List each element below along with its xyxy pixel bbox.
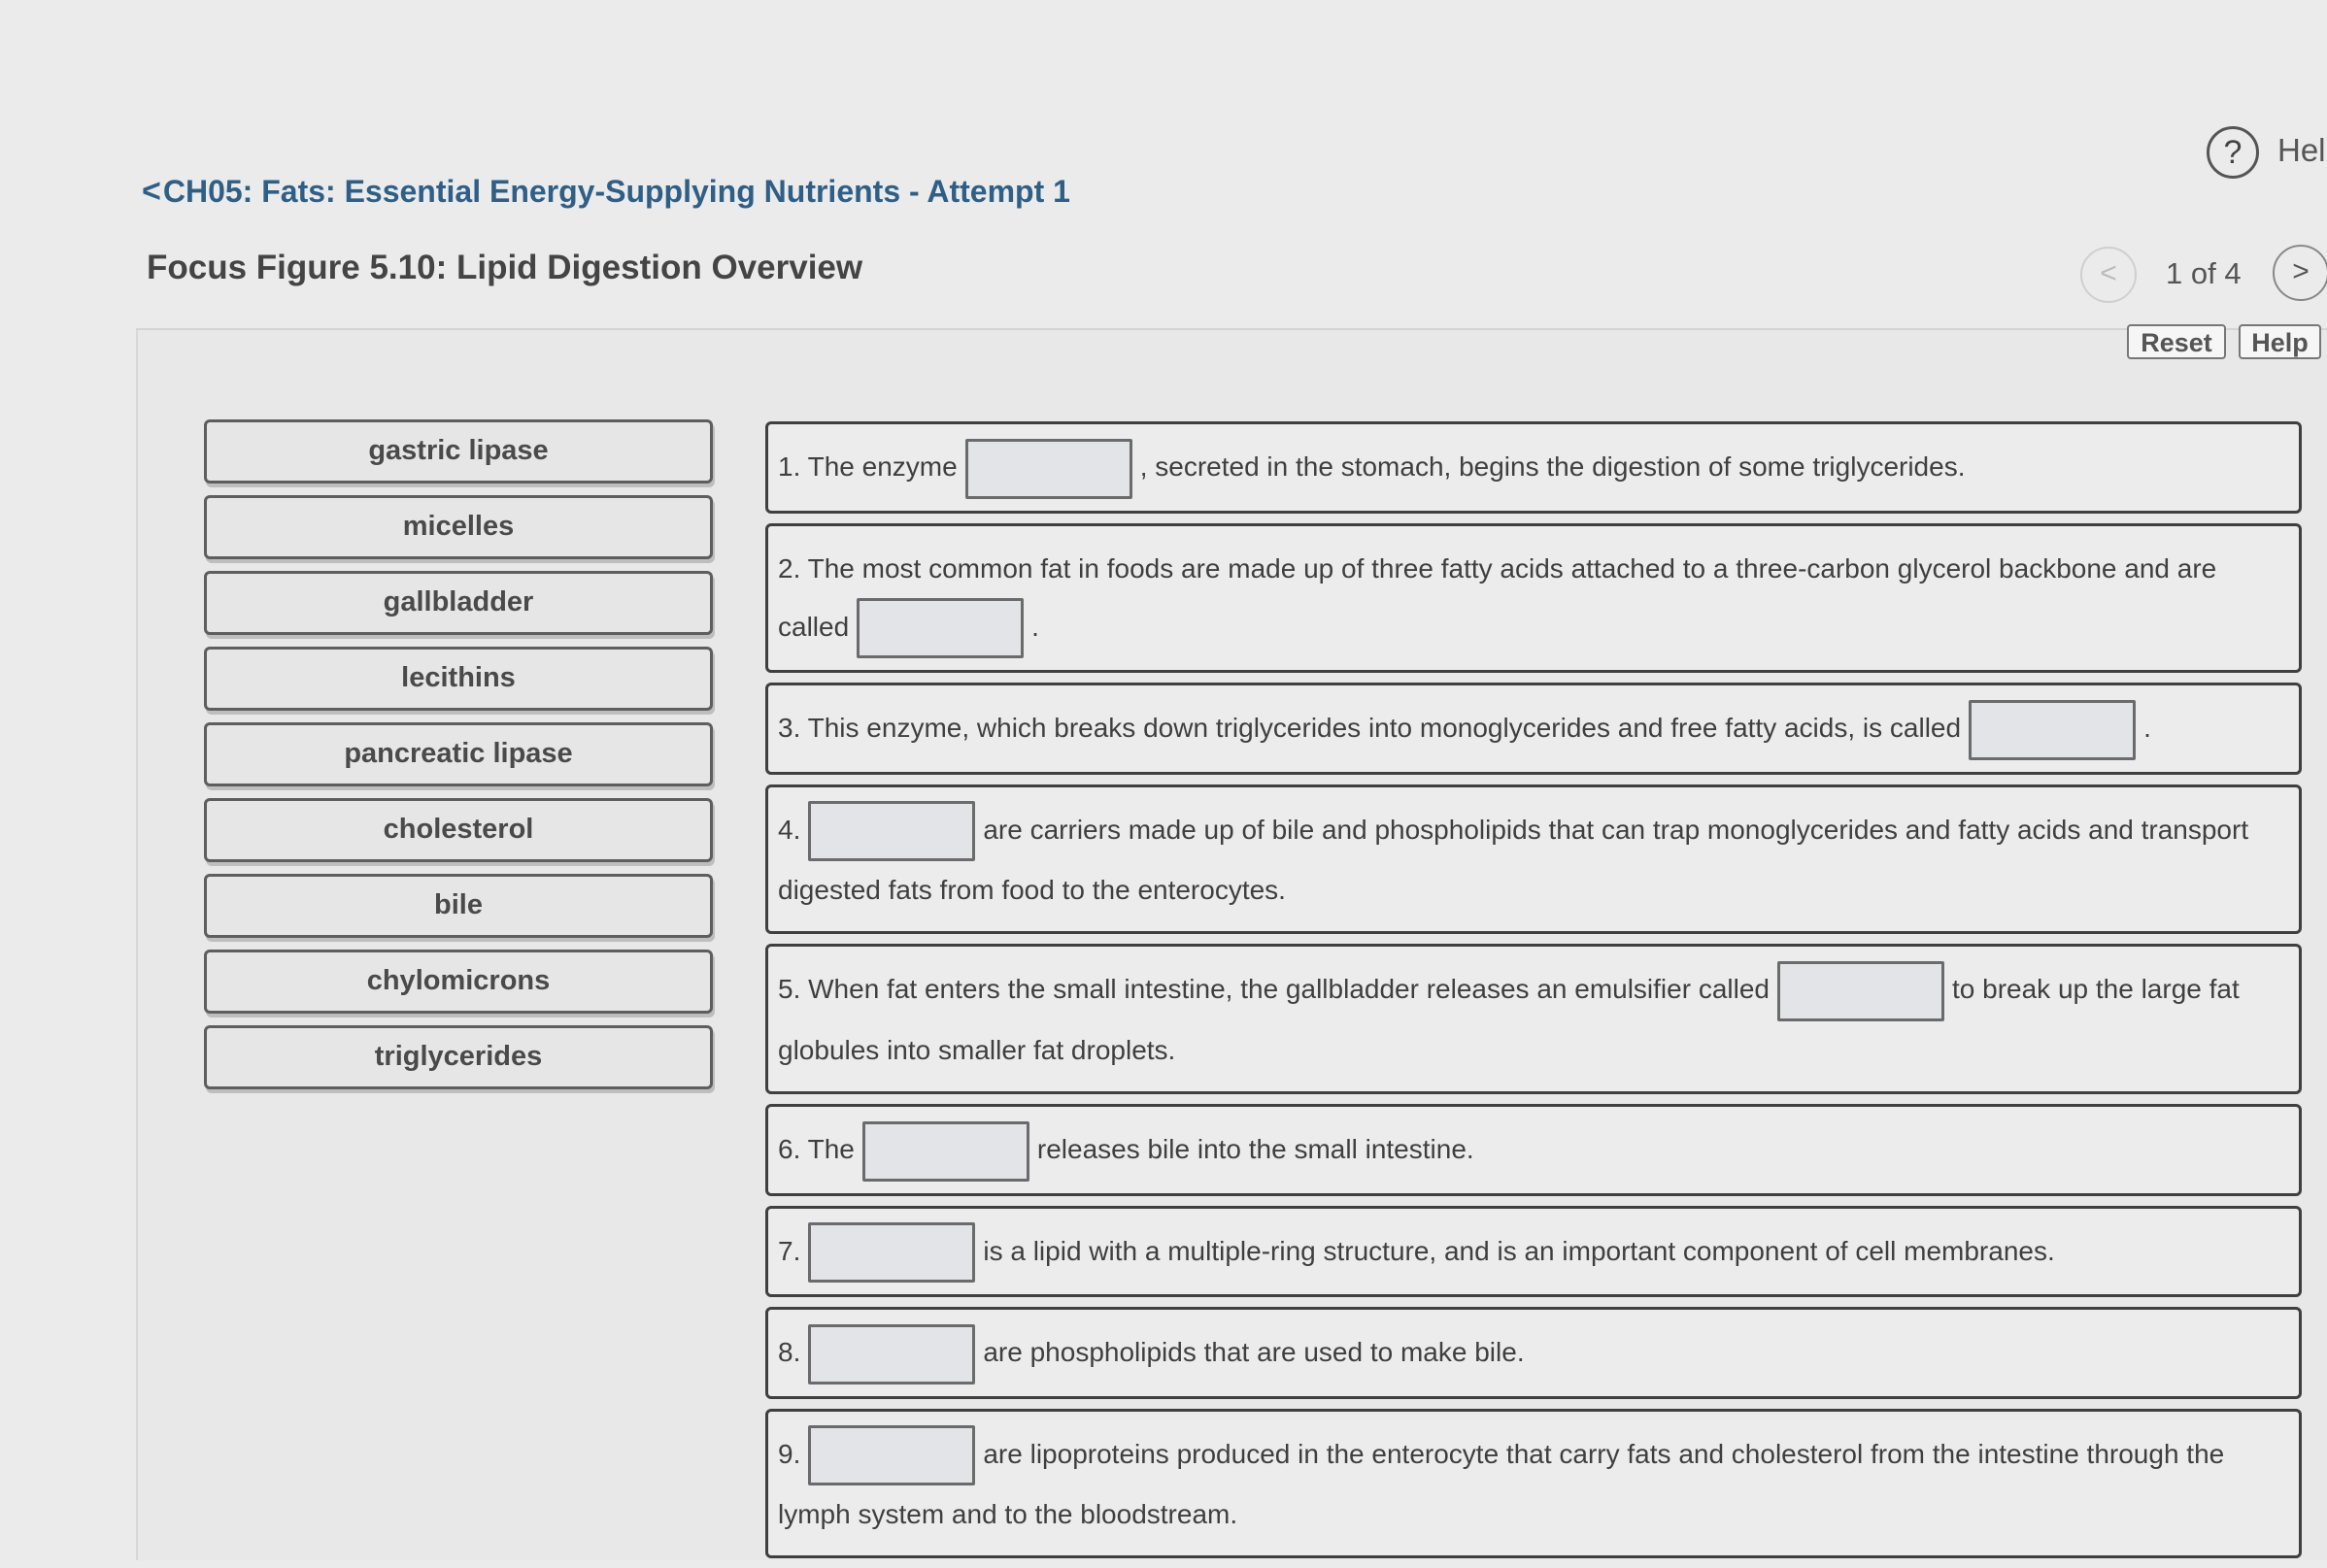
question-text: to break up the large fat globules into smaller fat droplets. [778,974,2240,1066]
drop-target[interactable] [808,1222,975,1283]
help-icon[interactable]: ? [2207,126,2259,179]
question-7 [765,1206,2302,1298]
question-text: 6. The [778,1134,855,1165]
drop-target[interactable] [965,439,1132,499]
label-tile[interactable]: lecithins [204,647,713,711]
drop-target[interactable] [808,801,975,861]
question-text: 4. [778,814,801,845]
question-3 [765,683,2302,775]
label-tile[interactable]: chylomicrons [204,950,713,1014]
question-text: . [2143,713,2151,744]
next-item-button[interactable]: > [2273,245,2327,301]
question-text: are phospholipids that are used to make bile. [983,1337,1525,1368]
page-count: 1 of 4 [2166,256,2242,290]
drop-target[interactable] [862,1121,1029,1182]
drop-target[interactable] [1969,700,2136,760]
help-button[interactable]: Help [2239,324,2321,359]
label-tile[interactable]: triglycerides [204,1025,713,1089]
page-title: Focus Figure 5.10: Lipid Digestion Overview [147,249,863,286]
question-5 [765,944,2302,1094]
label-tile[interactable]: gallbladder [204,571,713,635]
reset-button[interactable]: Reset [2127,324,2226,359]
question-9 [765,1409,2302,1559]
label-bank [204,419,713,1101]
question-1 [765,421,2302,514]
question-text: 2. The most common fat in foods are made up of three fatty acids attached to a three-carbon glycerol backbone and are called [778,552,2217,642]
divider [136,328,2327,330]
back-link[interactable] [142,173,1070,211]
previous-item-button[interactable]: < [2080,247,2137,303]
back-link-label: CH05: Fats: Essential Energy-Supplying Nutrients - Attempt 1 [162,174,1070,209]
question-text: are carriers made up of bile and phospholipids that can trap monoglycerides and fatty acids and transport digested fats from food to the enterocytes. [778,814,2249,906]
label-tile[interactable]: micelles [204,495,713,559]
question-2 [765,523,2302,674]
question-text: 9. [778,1438,801,1469]
question-text: are lipoproteins produced in the enterocyte that carry fats and cholesterol from the intestine through the lymph system and to the bloodstream. [778,1438,2225,1530]
question-text: , secreted in the stomach, begins the digestion of some triglycerides. [1139,451,1966,482]
label-tile[interactable]: gastric lipase [204,419,713,484]
question-4 [765,784,2302,935]
question-text: . [1031,611,1039,642]
drop-target[interactable] [808,1425,975,1485]
question-list [765,421,2302,1568]
label-tile[interactable]: cholesterol [204,798,713,862]
question-6 [765,1104,2302,1196]
question-text: 7. [778,1235,801,1266]
question-text: releases bile into the small intestine. [1036,1134,1474,1165]
question-text: 1. The enzyme [778,451,958,482]
label-tile[interactable]: bile [204,874,713,938]
label-tile[interactable]: pancreatic lipase [204,722,713,786]
question-text: is a lipid with a multiple-ring structure, and is an important component of cell membranes. [983,1235,2055,1266]
help-link[interactable]: Hel [2277,132,2326,168]
question-text: 5. When fat enters the small intestine, the gallbladder releases an emulsifier called [778,974,1770,1005]
drop-target[interactable] [808,1324,975,1385]
question-text: 3. This enzyme, which breaks down triglycerides into monoglycerides and free fatty acids, is called [778,713,1962,744]
drop-target[interactable] [857,598,1024,658]
question-8 [765,1307,2302,1399]
drop-target[interactable] [1777,961,1944,1021]
question-text: 8. [778,1337,801,1368]
chevron-left-icon: < [142,173,161,210]
